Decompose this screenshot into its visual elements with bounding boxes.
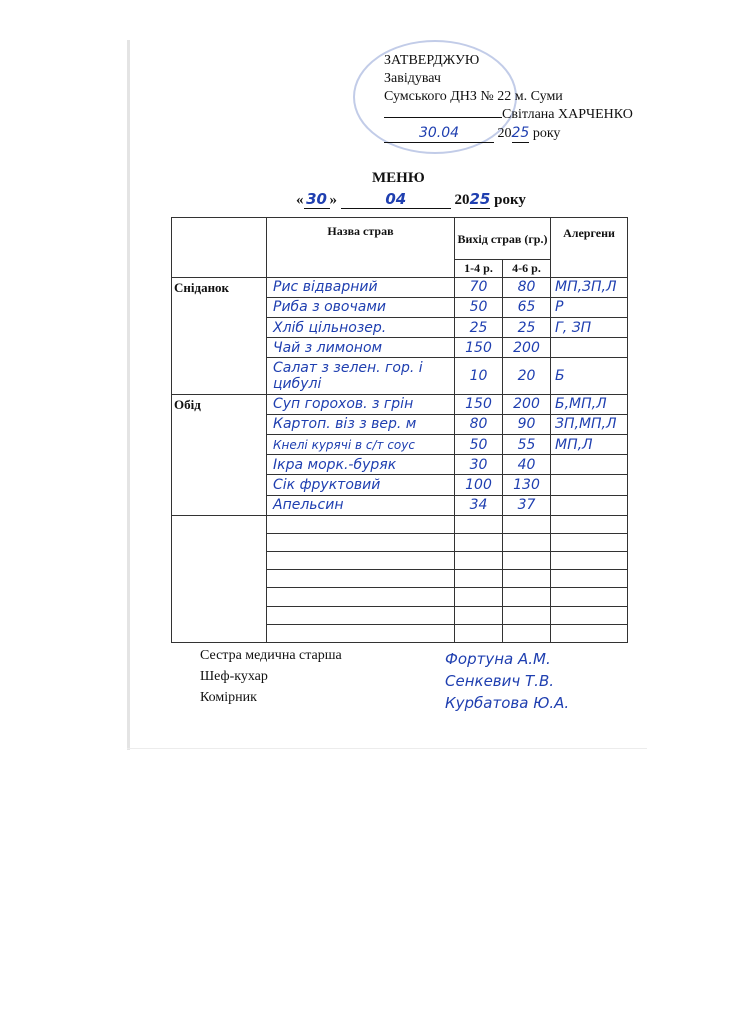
empty-allergen-cell: [551, 570, 628, 588]
header-dish: Назва страв: [267, 218, 455, 278]
empty-qty-cell: [503, 606, 551, 624]
nurse-signature: Фортуна А.М.: [445, 650, 551, 668]
header-empty-cell: [172, 218, 267, 278]
lunch-dish: Апельсин: [267, 495, 455, 515]
menu-day: 30: [304, 190, 330, 209]
lunch-qty-1-4: 30: [455, 455, 503, 475]
breakfast-qty-1-4: 25: [455, 317, 503, 337]
empty-dish-cell: [267, 624, 455, 642]
breakfast-qty-1-4: 70: [455, 277, 503, 297]
empty-allergen-cell: [551, 515, 628, 533]
breakfast-qty-4-6: 65: [503, 297, 551, 317]
lunch-qty-1-4: 150: [455, 394, 503, 414]
approve-date: 30.04: [384, 124, 494, 143]
empty-qty-cell: [503, 533, 551, 551]
header-output: Вихід страв (гр.): [455, 218, 551, 260]
lunch-dish: Картоп. віз з вер. м: [267, 414, 455, 434]
storekeeper-role: Комірник: [200, 690, 257, 705]
lunch-allergens: [551, 475, 628, 495]
lunch-allergens: [551, 495, 628, 515]
empty-qty-cell: [503, 515, 551, 533]
empty-allergen-cell: [551, 606, 628, 624]
lunch-dish: Ікра морк.-буряк: [267, 455, 455, 475]
empty-qty-cell: [455, 515, 503, 533]
breakfast-qty-4-6: 200: [503, 338, 551, 358]
extra-meal-cell: [172, 515, 267, 642]
approve-year-suffix: 25: [511, 125, 530, 141]
empty-qty-cell: [455, 588, 503, 606]
breakfast-dish: Хліб цільнозер.: [267, 317, 455, 337]
breakfast-qty-1-4: 10: [455, 358, 503, 394]
menu-year-prefix: 20: [454, 192, 470, 208]
lunch-qty-4-6: 90: [503, 414, 551, 434]
approve-position: Завідувач: [384, 71, 441, 86]
empty-qty-cell: [503, 552, 551, 570]
lunch-allergens: Б,МП,Л: [551, 394, 628, 414]
breakfast-dish: Риба з овочами: [267, 297, 455, 317]
lunch-allergens: [551, 455, 628, 475]
empty-qty-cell: [503, 588, 551, 606]
breakfast-allergens: [551, 338, 628, 358]
breakfast-dish: Салат з зелен. гор. і цибулі: [267, 358, 455, 394]
approve-institution: Сумського ДНЗ № 22 м. Суми: [384, 89, 563, 104]
empty-qty-cell: [503, 570, 551, 588]
breakfast-qty-4-6: 25: [503, 317, 551, 337]
empty-dish-cell: [267, 606, 455, 624]
lunch-qty-1-4: 34: [455, 495, 503, 515]
page-left-edge: [127, 40, 130, 750]
quote-open: «: [296, 192, 304, 208]
breakfast-dish: Чай з лимоном: [267, 338, 455, 358]
quote-close: »: [329, 192, 337, 208]
chef-signature: Сенкевич Т.В.: [445, 672, 555, 690]
approve-date-line: [384, 124, 633, 143]
lunch-qty-4-6: 200: [503, 394, 551, 414]
empty-qty-cell: [503, 624, 551, 642]
lunch-qty-4-6: 55: [503, 435, 551, 455]
lunch-qty-4-6: 37: [503, 495, 551, 515]
breakfast-allergens: Б: [551, 358, 628, 394]
breakfast-qty-1-4: 150: [455, 338, 503, 358]
approve-heading: ЗАТВЕРДЖУЮ: [384, 53, 480, 68]
empty-qty-cell: [455, 552, 503, 570]
lunch-dish: Сік фруктовий: [267, 475, 455, 495]
lunch-qty-4-6: 130: [503, 475, 551, 495]
approve-year-prefix: 20: [497, 126, 512, 141]
lunch-dish: Кнелі курячі в с/т соус: [267, 435, 455, 455]
empty-dish-cell: [267, 533, 455, 551]
header-age-4-6: 4-6 р.: [503, 260, 551, 277]
menu-date-line: [296, 190, 526, 209]
empty-allergen-cell: [551, 624, 628, 642]
nurse-role: Сестра медична старша: [200, 648, 342, 663]
empty-allergen-cell: [551, 533, 628, 551]
empty-dish-cell: [267, 588, 455, 606]
lunch-qty-4-6: 40: [503, 455, 551, 475]
empty-qty-cell: [455, 606, 503, 624]
breakfast-qty-4-6: 80: [503, 277, 551, 297]
page-bottom-edge: [127, 748, 647, 749]
approve-year-word: року: [532, 126, 561, 141]
breakfast-allergens: МП,ЗП,Л: [551, 277, 628, 297]
lunch-qty-1-4: 50: [455, 435, 503, 455]
breakfast-label: Сніданок: [172, 277, 267, 394]
breakfast-qty-4-6: 20: [503, 358, 551, 394]
header-allergens: Алергени: [551, 218, 628, 278]
empty-qty-cell: [455, 533, 503, 551]
empty-qty-cell: [455, 570, 503, 588]
director-signature-line: [384, 117, 502, 118]
approve-director-line: [384, 106, 633, 124]
lunch-allergens: ЗП,МП,Л: [551, 414, 628, 434]
lunch-allergens: МП,Л: [551, 435, 628, 455]
breakfast-qty-1-4: 50: [455, 297, 503, 317]
lunch-dish: Суп горохов. з грін: [267, 394, 455, 414]
breakfast-dish: Рис відварний: [267, 277, 455, 297]
header-age-1-4: 1-4 р.: [455, 260, 503, 277]
approval-block: [384, 52, 633, 143]
breakfast-allergens: Г, ЗП: [551, 317, 628, 337]
storekeeper-signature: Курбатова Ю.А.: [445, 694, 570, 712]
empty-dish-cell: [267, 515, 455, 533]
menu-month: 04: [341, 190, 451, 209]
chef-role: Шеф-кухар: [200, 669, 268, 684]
lunch-qty-1-4: 80: [455, 414, 503, 434]
lunch-qty-1-4: 100: [455, 475, 503, 495]
empty-dish-cell: [267, 570, 455, 588]
empty-qty-cell: [455, 624, 503, 642]
director-name: Світлана ХАРЧЕНКО: [502, 107, 633, 122]
lunch-label: Обід: [172, 394, 267, 515]
empty-allergen-cell: [551, 588, 628, 606]
menu-year-suffix: 25: [469, 190, 491, 208]
empty-allergen-cell: [551, 552, 628, 570]
menu-title: МЕНЮ: [372, 170, 425, 186]
breakfast-allergens: Р: [551, 297, 628, 317]
empty-dish-cell: [267, 552, 455, 570]
menu-table: [171, 217, 628, 643]
menu-year-word: року: [494, 192, 526, 208]
signature-roles: [200, 645, 342, 708]
